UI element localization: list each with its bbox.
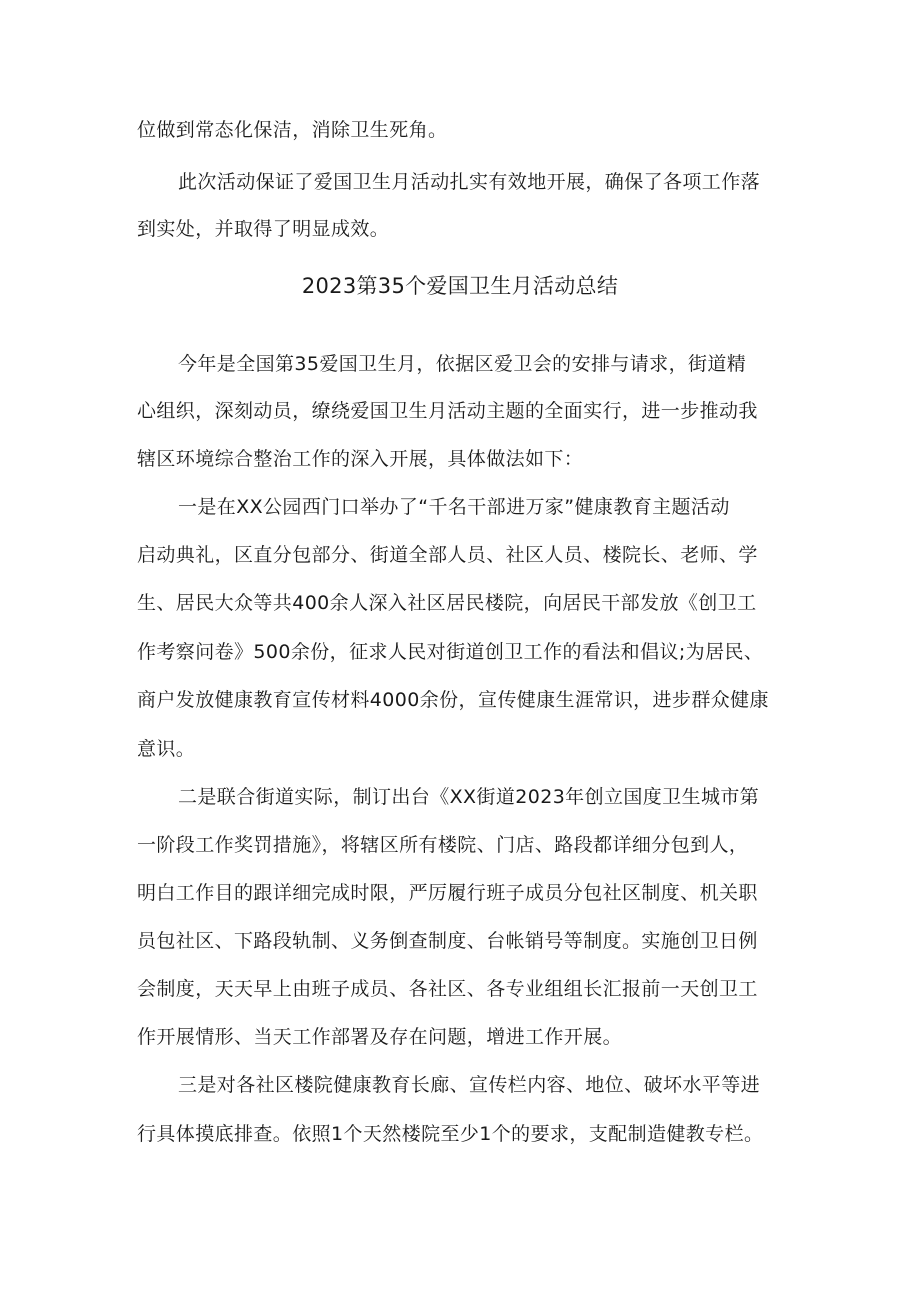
paragraph-3-line-4: 员包社区、下路段轨制、义务倒查制度、台帐销号等制度。实施创卫日例 — [137, 930, 758, 952]
paragraph-1-line-1: 今年是全国第35爱国卫生月，依据区爱卫会的安排与请求，街道精 — [178, 353, 747, 375]
paragraph-2-line-3: 生、居民大众等共400余人深入社区居民楼院，向居民干部发放《创卫工 — [137, 592, 757, 614]
paragraph-1-line-3: 辖区环境综合整治工作的深入开展，具体做法如下： — [137, 448, 584, 470]
intro-line-2: 此次活动保证了爱国卫生月活动扎实有效地开展，确保了各项工作落 — [178, 171, 761, 193]
paragraph-3-line-6: 作开展情形、当天工作部署及存在问题，增进工作开展。 — [137, 1026, 623, 1048]
paragraph-2-line-5: 商户发放健康教育宣传材料4000余份，宣传健康生涯常识，进步群众健康 — [137, 689, 769, 711]
intro-line-1: 位做到常态化保洁，消除卫生死角。 — [137, 119, 448, 141]
paragraph-3-line-3: 明白工作目的跟详细完成时限，严厉履行班子成员分包社区制度、机关职 — [137, 882, 758, 904]
paragraph-4-line-2: 行具体摸底排查。依照1个天然楼院至少1个的要求，支配制造健教专栏。 — [137, 1123, 764, 1145]
paragraph-2-line-6: 意识。 — [137, 738, 196, 760]
intro-line-3: 到实处，并取得了明显成效。 — [137, 218, 390, 240]
paragraph-2-line-1: 一是在XX公园西门口举办了“千名干部进万家”健康教育主题活动 — [178, 496, 730, 518]
paragraph-3-line-5: 会制度，天天早上由班子成员、各社区、各专业组组长汇报前一天创卫工 — [137, 978, 758, 1000]
paragraph-4-line-1: 三是对各社区楼院健康教育长廊、宣传栏内容、地位、破坏水平等进 — [178, 1074, 761, 1096]
paragraph-3-line-1: 二是联合街道实际，制订出台《XX街道2023年创立国度卫生城市第 — [178, 786, 760, 808]
paragraph-2-line-4: 作考察问卷》500余份，征求人民对街道创卫工作的看法和倡议;为居民、 — [137, 641, 764, 663]
paragraph-2-line-2: 启动典礼，区直分包部分、街道全部人员、社区人员、楼院长、老师、学 — [137, 544, 758, 566]
paragraph-3-line-2: 一阶段工作奖罚措施》，将辖区所有楼院、门店、路段都详细分包到人， — [137, 834, 749, 856]
paragraph-1-line-2: 心组织，深刻动员，缭绕爱国卫生月活动主题的全面实行，进一步推动我 — [137, 400, 758, 422]
article-title: 2023第35个爱国卫生月活动总结 — [301, 274, 619, 298]
